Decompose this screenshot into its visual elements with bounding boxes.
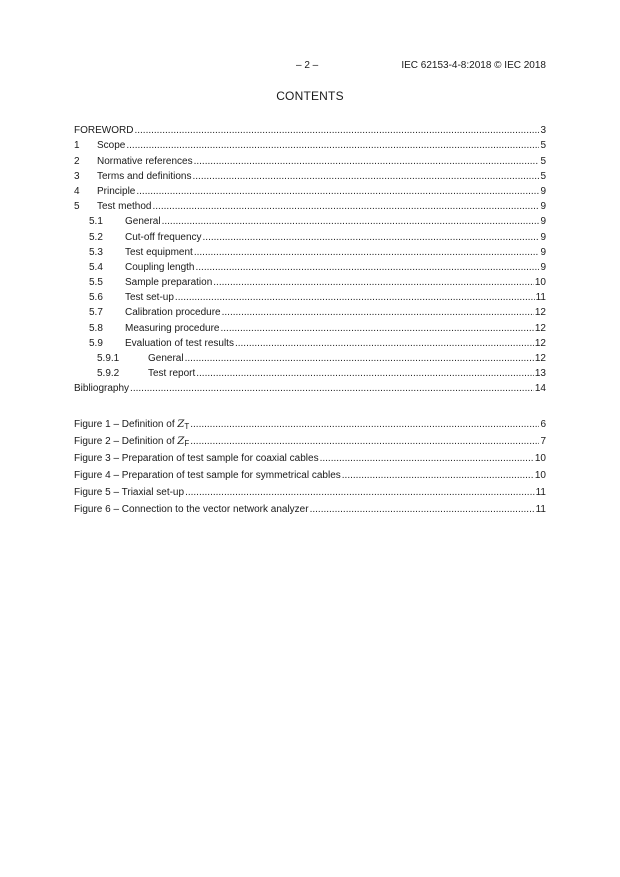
toc-entry-label: Terms and definitions [97, 170, 192, 182]
toc-entry-page: 9 [540, 185, 546, 197]
figure-entry-3[interactable] [74, 448, 546, 465]
toc-entry-label: Test method [97, 201, 152, 213]
toc-entry-page: 5 [540, 170, 546, 182]
toc-entry-label: Sample preparation [125, 277, 213, 289]
toc-entry-number: 1 [74, 140, 80, 152]
toc-entry-5-7[interactable] [74, 304, 546, 319]
toc-entry-number: 5.2 [89, 231, 103, 243]
toc-entry-page: 11 [535, 292, 546, 304]
figure-entry-page: 10 [534, 470, 546, 482]
figure-entry-1[interactable] [74, 414, 546, 431]
toc-entry-number: 5.9 [89, 337, 103, 349]
toc-entry-page: 5 [540, 140, 546, 152]
toc-entry-5[interactable] [74, 198, 546, 213]
toc-entry-number: 5.4 [89, 261, 103, 273]
dot-leader [194, 156, 540, 168]
toc-entry-number: 5.3 [89, 246, 103, 258]
dot-leader [130, 383, 534, 395]
dot-leader [221, 323, 534, 335]
toc-entry-number: 5.6 [89, 292, 103, 304]
figure-entry-label: Figure 3 – Preparation of test sample for coaxial cables [74, 453, 319, 465]
toc-entry-number: 5.5 [89, 277, 103, 289]
toc-entry-number: 5.7 [89, 307, 103, 319]
figure-entry-page: 6 [540, 419, 546, 431]
dot-leader [222, 307, 534, 319]
toc-entry-number: 5.9.1 [97, 353, 120, 364]
toc-entry-number: 5.9.2 [97, 368, 120, 380]
toc-entry-5-9-1[interactable] [74, 350, 546, 365]
dot-leader [134, 125, 539, 137]
dot-leader [175, 292, 535, 304]
toc-entry-label: Scope [97, 140, 126, 152]
dot-leader [196, 368, 534, 380]
toc-entry-1[interactable] [74, 137, 546, 152]
dot-leader [194, 247, 540, 259]
toc-entry-5-4[interactable] [74, 259, 546, 274]
toc-entry-label: Cut-off frequency [125, 231, 202, 243]
figure-entry-5[interactable] [74, 482, 546, 499]
toc-entry-label: Principle [97, 185, 136, 197]
toc-entry-label: Test equipment [125, 246, 193, 258]
figure-entry-label: Figure 6 – Connection to the vector network analyzer [74, 504, 309, 516]
toc-entry-label: General [148, 353, 184, 364]
toc-entry-page: 13 [534, 368, 546, 380]
toc-entry-label: Bibliography [74, 383, 130, 395]
figure-entry-6[interactable] [74, 499, 546, 516]
toc-entry-3[interactable] [74, 168, 546, 183]
figure-entry-label: Figure 5 – Triaxial set-up [74, 487, 185, 499]
toc-entry-number: 2 [74, 155, 80, 167]
figure-entry-label: Figure 4 – Preparation of test sample for symmetrical cables [74, 470, 341, 482]
figure-entry-4[interactable] [74, 465, 546, 482]
dot-leader [213, 277, 534, 289]
toc-entry-label: General [125, 216, 161, 228]
dot-leader [185, 487, 535, 499]
figure-entry-page: 7 [540, 436, 546, 448]
toc-entry-page: 14 [534, 383, 546, 395]
toc-entry-foreword[interactable] [74, 122, 546, 137]
toc-entry-bibliography[interactable] [74, 380, 546, 395]
dot-leader [203, 232, 540, 244]
toc-entry-page: 12 [534, 337, 546, 349]
toc-entry-label: Test report [148, 368, 196, 380]
toc-entry-number: 5.1 [89, 216, 103, 228]
toc-entry-5-6[interactable] [74, 289, 546, 304]
dot-leader [320, 453, 534, 465]
toc-entry-5-3[interactable] [74, 244, 546, 259]
toc-entry-label: Evaluation of test results [125, 337, 234, 349]
dot-leader [190, 436, 539, 448]
dot-leader [152, 201, 539, 213]
toc-entry-5-5[interactable] [74, 274, 546, 289]
toc-entry-label: Coupling length [125, 261, 195, 273]
page-title: CONTENTS [276, 89, 344, 103]
toc-entry-number: 5 [74, 201, 80, 213]
toc-entry-number: 3 [74, 170, 80, 182]
dot-leader [193, 171, 540, 183]
toc-entry-page: 9 [540, 261, 546, 273]
toc-entry-label: Normative references [97, 155, 193, 167]
toc-entry-5-1[interactable] [74, 213, 546, 228]
toc-entry-label: FOREWORD [74, 125, 134, 137]
section-gap [74, 395, 546, 414]
figure-entry-page: 11 [535, 487, 546, 499]
figure-entry-page: 11 [535, 504, 546, 516]
toc-entry-page: 3 [540, 125, 546, 137]
toc-entry-label: Measuring procedure [125, 322, 220, 334]
toc-entry-page: 9 [540, 201, 546, 213]
page-number: – 2 – [296, 60, 319, 71]
toc-entry-label: Test set-up [125, 292, 174, 304]
toc-entry-5-9[interactable] [74, 335, 546, 350]
toc-entry-5-8[interactable] [74, 319, 546, 334]
toc-entry-page: 9 [540, 246, 546, 258]
figure-entry-page: 10 [534, 453, 546, 465]
toc-entry-page: 12 [534, 322, 546, 334]
dot-leader [185, 353, 534, 365]
toc-entry-2[interactable] [74, 152, 546, 167]
toc-entry-page: 9 [540, 231, 546, 243]
toc-entry-page: 12 [534, 307, 546, 319]
table-of-contents [74, 122, 546, 516]
toc-entry-page: 12 [534, 353, 546, 364]
dot-leader [310, 504, 535, 516]
toc-entry-5-9-2[interactable] [74, 365, 546, 380]
page-header [0, 60, 620, 74]
toc-entry-4[interactable] [74, 183, 546, 198]
toc-entry-label: Calibration procedure [125, 307, 221, 319]
figure-entry-label: Figure 2 – Definition of $Z_F$ [74, 436, 190, 449]
dot-leader [235, 338, 534, 350]
figure-entry-2[interactable] [74, 431, 546, 448]
toc-entry-5-2[interactable] [74, 228, 546, 243]
dot-leader [190, 419, 539, 431]
dot-leader [162, 216, 540, 228]
dot-leader [342, 470, 534, 482]
toc-entry-page: 10 [534, 277, 546, 289]
dot-leader [136, 186, 539, 198]
toc-entry-number: 5.8 [89, 322, 103, 334]
toc-entry-page: 9 [540, 216, 546, 228]
figure-entry-label: Figure 1 – Definition of $Z_T$ [74, 419, 190, 432]
dot-leader [126, 140, 539, 152]
toc-entry-page: 5 [540, 155, 546, 167]
toc-entry-number: 4 [74, 185, 80, 197]
standard-reference: IEC 62153-4-8:2018 © IEC 2018 [401, 60, 546, 71]
dot-leader [196, 262, 540, 274]
